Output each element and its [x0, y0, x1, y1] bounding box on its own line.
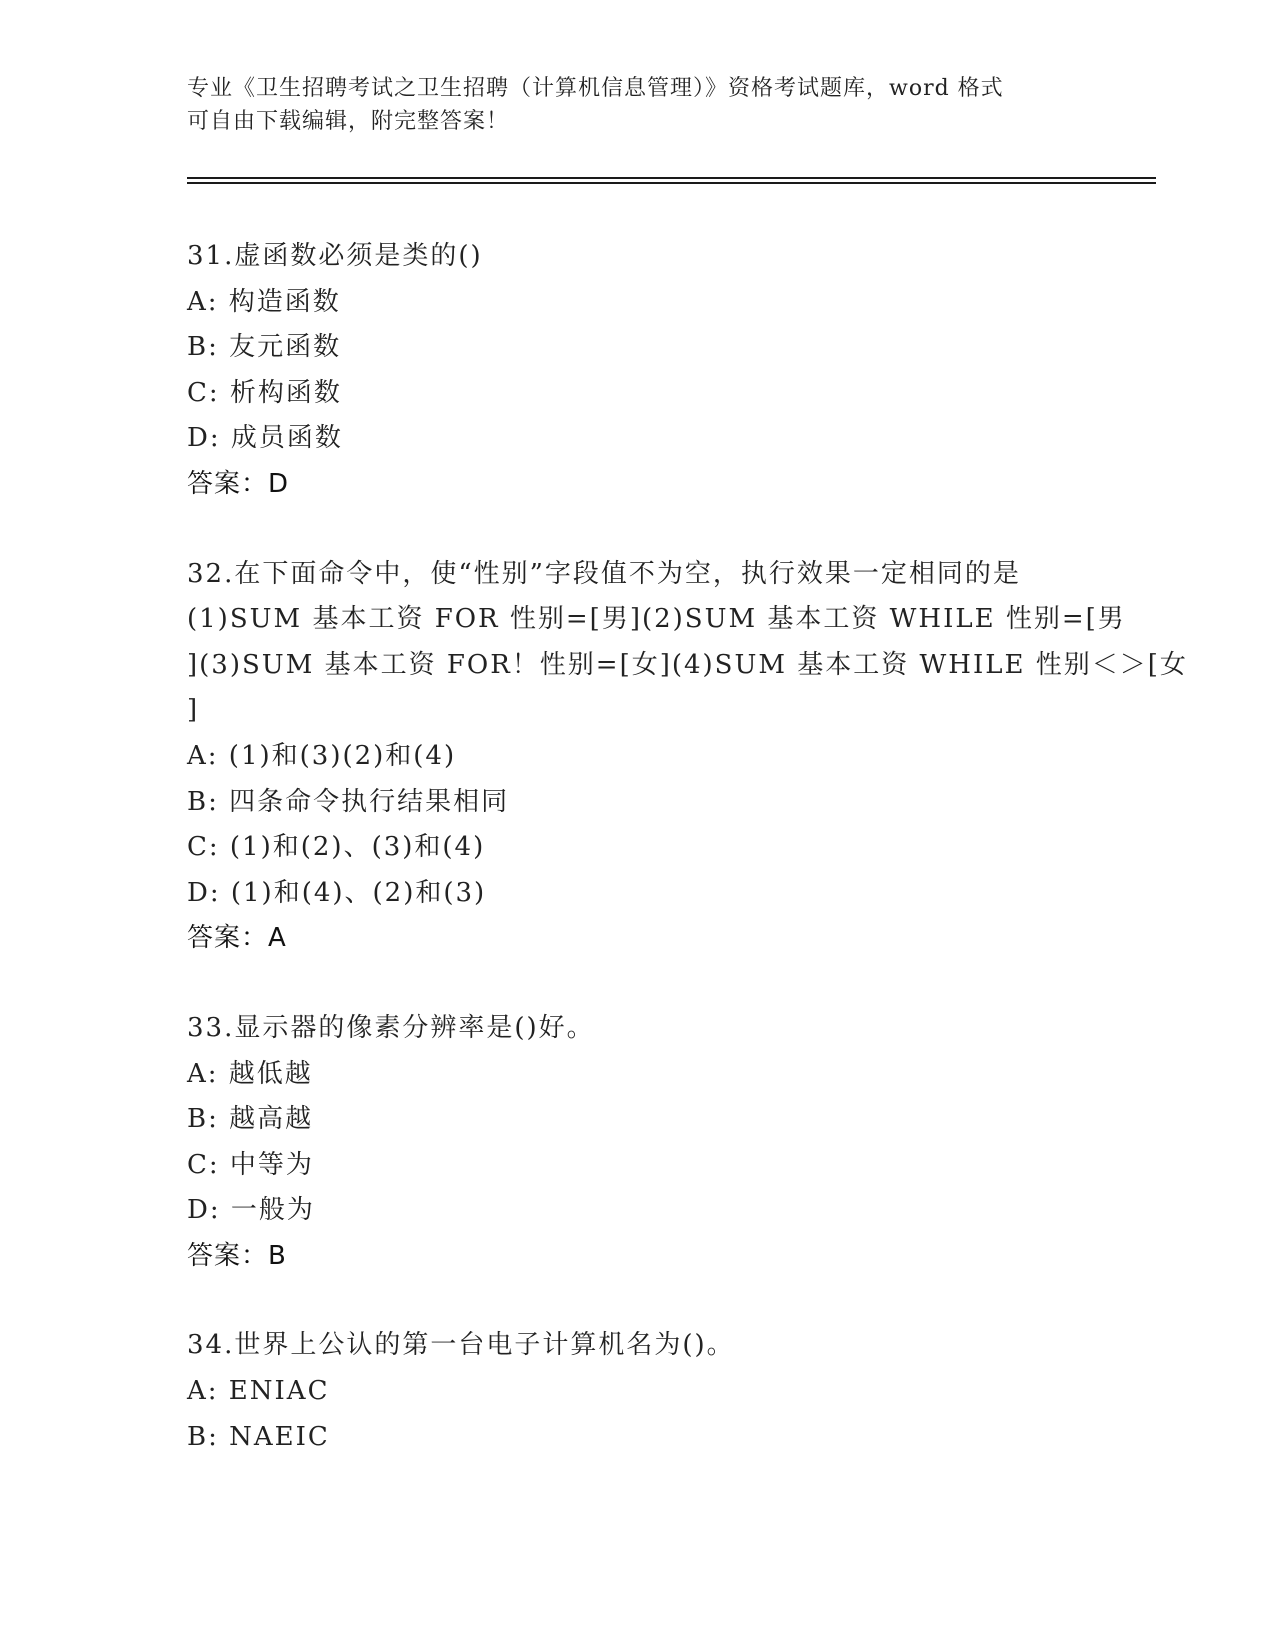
header-divider-top: [187, 177, 1156, 179]
option-a: A: 构造函数: [187, 286, 341, 317]
option-b: B: 越高越: [187, 1104, 314, 1135]
option-c: C: 中等为: [187, 1149, 314, 1180]
answer-line: 答案：B: [187, 1240, 287, 1271]
option-a: A: ENIAC: [187, 1376, 330, 1407]
question-text: 32.在下面命令中，使“性别”字段值不为空，执行效果一定相同的是: [187, 558, 1021, 589]
question-32: [187, 552, 1188, 962]
question-33: [187, 1006, 1087, 1280]
question-list: [187, 234, 1188, 1504]
question-text-continued: ](3)SUM 基本工资 FOR！性别=[女](4)SUM 基本工资 WHILE 性别＜＞[女: [187, 649, 1188, 680]
option-b: B: NAEIC: [187, 1421, 330, 1452]
option-c: C: 析构函数: [187, 377, 342, 408]
document-header: [187, 72, 1087, 138]
option-b: B: 友元函数: [187, 332, 342, 363]
question-text-continued: ]: [187, 695, 200, 726]
answer-line: 答案：D: [187, 468, 290, 499]
question-text-continued: (1)SUM 基本工资 FOR 性别=[男](2)SUM 基本工资 WHILE 性别=[男: [187, 604, 1126, 635]
header-line-2: 可自由下载编辑，附完整答案！: [187, 109, 510, 134]
question-31: [187, 234, 1087, 508]
option-d: D: 成员函数: [187, 423, 343, 454]
option-d: D: (1)和(4)、(2)和(3): [187, 877, 487, 908]
header-line-1: 专业《卫生招聘考试之卫生招聘（计算机信息管理）》资格考试题库，word 格式: [187, 76, 1004, 101]
option-b: B: 四条命令执行结果相同: [187, 786, 510, 817]
option-c: C: (1)和(2)、(3)和(4): [187, 832, 486, 863]
option-d: D: 一般为: [187, 1195, 315, 1226]
question-34: [187, 1323, 1087, 1460]
header-divider-bottom: [187, 182, 1156, 184]
question-text: 34.世界上公认的第一台电子计算机名为()。: [187, 1330, 735, 1361]
question-text: 33.显示器的像素分辨率是()好。: [187, 1012, 595, 1043]
question-text: 31.虚函数必须是类的(): [187, 241, 483, 271]
option-a: A: (1)和(3)(2)和(4): [187, 740, 457, 771]
option-a: A: 越低越: [187, 1058, 313, 1089]
answer-line: 答案：A: [187, 923, 287, 954]
